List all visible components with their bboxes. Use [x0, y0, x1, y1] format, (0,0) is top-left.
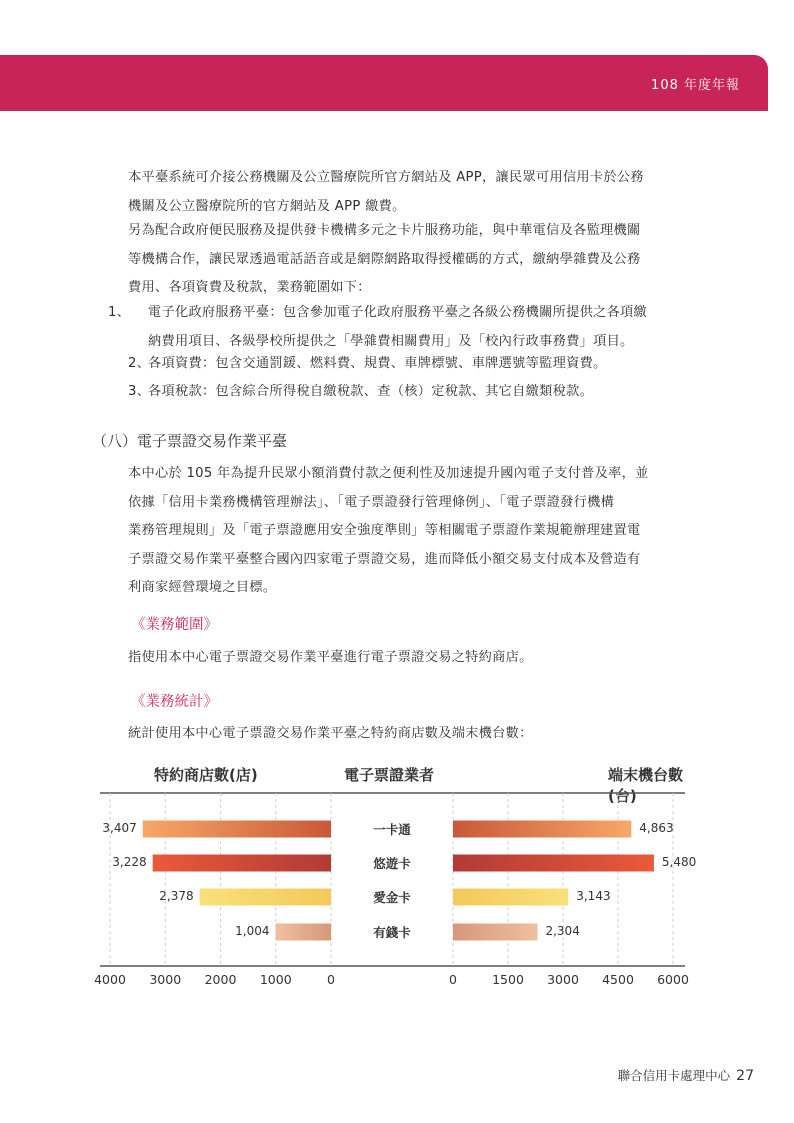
category-header: 電子票證業者	[344, 766, 435, 784]
intro-paragraph-1	[128, 164, 700, 221]
intro-paragraph-2	[128, 217, 700, 303]
list-number: 1、	[108, 305, 131, 320]
footer-org: 聯合信用卡處理中心	[617, 1068, 731, 1083]
left-tick-label: 0	[327, 972, 335, 987]
list-text: 各項資費：包含交通罰鍰、燃料費、規費、車牌標號、車牌選號等監理資費。	[148, 356, 607, 371]
list-text: 各項稅款：包含綜合所得稅自繳稅款、查（核）定稅款、其它自繳類稅款。	[148, 384, 594, 399]
list-item	[128, 350, 700, 379]
intro-line: 機關及公立醫療院所的官方網站及 APP 繳費。	[128, 198, 406, 214]
section-line: 子票證交易作業平臺整合國內四家電子票證交易，進而降低小額交易支付成本及營造有	[128, 551, 641, 567]
left-bar	[153, 855, 331, 872]
report-title: 108 年度年報	[651, 78, 740, 93]
right-bar	[453, 821, 631, 838]
scope-text: 指使用本中心電子票證交易作業平臺進行電子票證交易之特約商店。	[128, 650, 533, 665]
right-bar	[453, 889, 568, 906]
section-line: 業務管理規則」及「電子票證應用安全強度準則」等相關電子票證作業規範辦理建置電	[128, 523, 641, 538]
left-bar	[200, 889, 331, 906]
scope-heading: 《業務範圍》	[131, 617, 218, 633]
chart-canvas	[88, 760, 708, 1000]
left-bar	[143, 821, 331, 838]
stats-heading: 《業務統計》	[131, 694, 218, 710]
intro-line: 另為配合政府便民服務及提供發卡機構多元之卡片服務功能，與中華電信及各監理機關	[128, 223, 641, 238]
left-tick-label: 3000	[149, 972, 182, 987]
category-label: 悠遊卡	[373, 856, 411, 871]
section-title: （八）電子票證交易作業平臺	[92, 432, 288, 450]
left-value-label: 1,004	[235, 924, 270, 938]
list-text: 電子化政府服務平臺：包含參加電子化政府服務平臺之各級公務機關所提供之各項繳	[148, 305, 648, 320]
section-line: 本中心於 105 年為提升民眾小額消費付款之便利性及加速提升國內電子支付普及率，並	[128, 466, 649, 481]
left-value-label: 2,378	[159, 889, 194, 903]
intro-line: 本平臺系統可介接公務機關及公立醫療院所官方網站及 APP，讓民眾可用信用卡於公務	[128, 170, 644, 185]
page-number: 27	[736, 1068, 754, 1084]
list-item	[128, 378, 700, 407]
section-line: 利商家經營環境之目標。	[128, 580, 277, 595]
section-paragraph	[128, 460, 700, 603]
intro-line: 等機構合作，讓民眾透過電話語音或是網際網路取得授權碼的方式，繳納學雜費及公務	[128, 251, 641, 267]
header-banner	[0, 55, 768, 111]
right-value-label: 4,863	[639, 821, 674, 835]
left-value-label: 3,407	[102, 821, 137, 835]
left-tick-label: 1000	[259, 972, 292, 987]
intro-line: 費用、各項資費及稅款，業務範圍如下：	[128, 280, 371, 295]
list-number: 2、	[128, 356, 151, 371]
right-value-label: 5,480	[661, 855, 697, 869]
left-bar	[276, 924, 331, 941]
category-label: 一卡通	[373, 822, 411, 837]
list-item	[108, 299, 720, 356]
category-label: 愛金卡	[373, 890, 411, 905]
right-tick-label: 3000	[547, 972, 579, 987]
category-label: 有錢卡	[373, 925, 411, 940]
page-footer	[618, 1066, 754, 1084]
right-value-label: 2,304	[545, 924, 580, 938]
stats-text: 統計使用本中心電子票證交易作業平臺之特約商店數及端末機台數：	[128, 726, 533, 741]
right-tick-label: 1500	[492, 972, 524, 987]
right-axis-header: 端末機台數(台)	[608, 766, 684, 805]
list-number: 3、	[128, 384, 151, 399]
right-tick-label: 6000	[657, 972, 689, 987]
right-value-label: 3,143	[576, 889, 611, 903]
right-bar	[453, 855, 654, 872]
left-axis-header: 特約商店數(店)	[154, 766, 258, 784]
right-tick-label: 4500	[602, 972, 634, 987]
section-line: 依據「信用卡業務機構管理辦法」、「電子票證發行管理條例」、「電子票證發行機構	[128, 494, 615, 510]
list-text: 納費用項目、各級學校所提供之「學雜費相關費用」及「校內行政事務費」項目。	[148, 333, 634, 349]
left-tick-label: 2000	[204, 972, 237, 987]
left-tick-label: 4000	[94, 972, 126, 987]
right-bar	[453, 924, 537, 941]
right-tick-label: 0	[449, 972, 457, 987]
left-value-label: 3,228	[112, 855, 147, 869]
butterfly-bar-chart	[88, 760, 708, 1000]
